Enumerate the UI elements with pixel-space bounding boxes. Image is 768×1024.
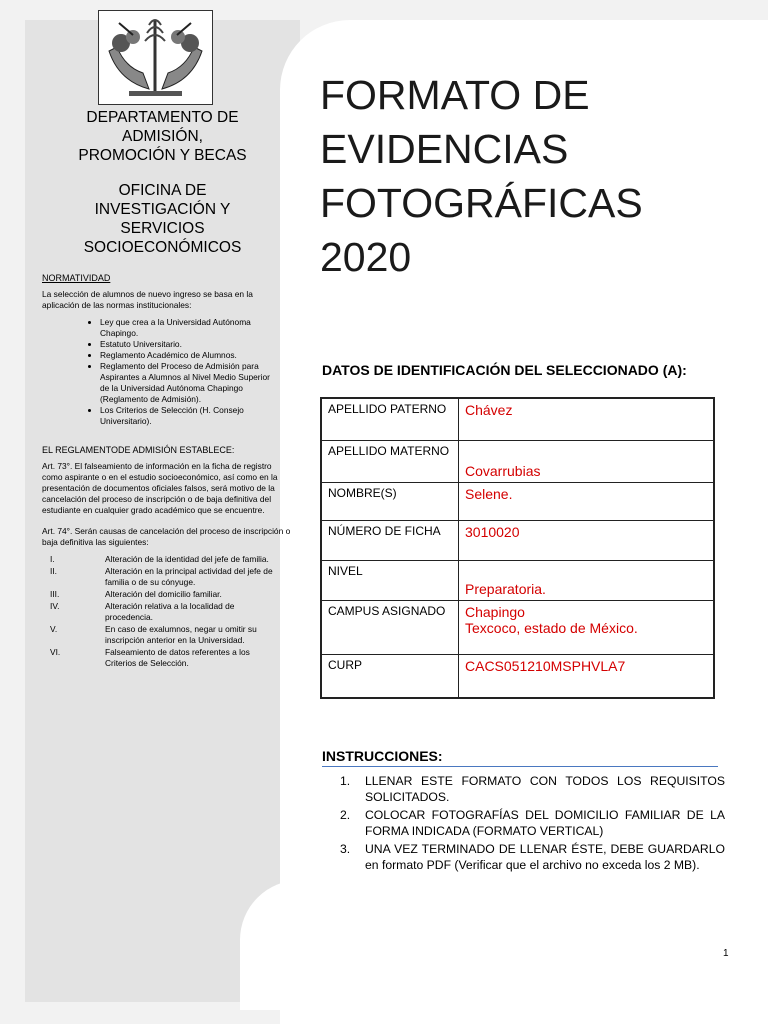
table-row [321,654,714,698]
office-line: SOCIOECONÓMICOS [83,239,242,256]
normatividad-intro: La selección de alumnos de nuevo ingreso se basa en la aplicación de las normas institucionales: [42,289,253,310]
title-line: 2020 [320,234,412,280]
datos-heading: DATOS DE IDENTIFICACIÓN DEL SELECCIONADO (A): [322,362,687,378]
university-seal-icon [98,10,213,105]
department-line: DEPARTAMENTO DE [86,109,239,126]
list-item [30,647,295,669]
identification-table [320,397,715,699]
list-item [335,841,725,873]
reglamento-heading: EL REGLAMENTODE ADMISIÓN ESTABLECE: [42,445,235,455]
table-row [321,440,714,482]
apellido-paterno-label: APELLIDO PATERNO [321,398,459,440]
campus-location: Texcoco, estado de México. [465,619,638,636]
nombre-value: Selene. [459,482,715,520]
table-row [321,482,714,520]
cause-number: I. [50,554,55,564]
nombre-label: NOMBRE(S) [321,482,459,520]
instruction-text: COLOCAR FOTOGRAFÍAS DEL DOMICILIO FAMILIAR DE LA FORMA INDICADA (FORMATO VERTICAL) [365,808,725,838]
instructions-heading: INSTRUCCIONES: [322,748,718,767]
curp-value: CACS051210MSPHVLA7 [459,654,715,698]
instruction-text: LLENAR ESTE FORMATO CON TODOS LOS REQUISITOS SOLICITADOS. [365,774,725,804]
list-item: • Reglamento Académico de Alumnos. [100,350,280,361]
cause-number: V. [50,624,58,634]
cause-text: Alteración relativa a la localidad de procedencia. [105,601,235,622]
causes-list [30,554,295,669]
table-row [321,520,714,560]
sidebar [30,108,295,670]
list-item [335,807,725,839]
office-line: INVESTIGACIÓN Y [94,201,231,218]
list-item [30,589,295,600]
cause-number: IV. [50,601,60,611]
instruction-number: 1. [340,774,351,788]
office-line: SERVICIOS [120,220,205,237]
instructions-list [335,773,725,875]
office-name [30,181,295,257]
department-line: ADMISIÓN, [122,128,203,145]
campus-label: CAMPUS ASIGNADO [321,600,459,654]
curp-label: CURP [321,654,459,698]
list-item [30,554,295,565]
nivel-label: NIVEL [321,560,459,600]
cause-text: Alteración en la principal actividad del jefe de familia o de su cónyuge. [105,566,273,587]
title-line: EVIDENCIAS [320,126,569,172]
page-number: 1 [723,948,729,959]
instruction-text: UNA VEZ TERMINADO DE LLENAR ÉSTE, DEBE GUARDARLO en formato PDF (Verificar que el archivo no exceda los 2 MB). [365,842,725,872]
apellido-materno-label: APELLIDO MATERNO [321,440,459,482]
cause-text: En caso de exalumnos, negar u omitir su inscripción anterior en la Universidad. [105,624,257,645]
cause-number: III. [50,589,60,599]
instruction-number: 3. [340,842,351,856]
cause-number: II. [50,566,57,576]
list-item [335,773,725,805]
list-item [30,601,295,623]
norms-list [30,317,280,427]
campus-value [459,600,715,654]
list-item: • Ley que crea a la Universidad Autónoma Chapingo. [100,317,280,339]
page-title [320,68,643,284]
list-item [30,566,295,588]
department-line: PROMOCIÓN Y BECAS [78,147,247,164]
list-item [30,624,295,646]
apellido-paterno-value: Chávez [459,398,715,440]
cause-text: Alteración del domicilio familiar. [105,589,222,599]
title-line: FORMATO DE [320,72,590,118]
cause-number: VI. [50,647,61,657]
table-row [321,398,714,440]
article-74: Art. 74°. Serán causas de cancelación del proceso de inscripción o baja definitiva las siguientes: [42,526,291,547]
ficha-value: 3010020 [459,520,715,560]
list-item: • Reglamento del Proceso de Admisión para Aspirantes a Alumnos al Nivel Medio Superior de la Universidad Autónoma Chapingo (Reglamento de Admisión). [100,361,280,405]
instruction-number: 2. [340,808,351,822]
list-item: • Los Criterios de Selección (H. Consejo Universitario). [100,405,280,427]
article-73: Art. 73°. El falseamiento de información en la ficha de registro como aspirante o en el estudio socioeconómico, así como en la presentación de documentos oficiales falsos, será motivo de la cancelación del proceso de inscripción o de baja definitiva del estudiante en cualquier grado académico que se encuentre. [42,461,278,515]
cause-text: Falseamiento de datos referentes a los Criterios de Selección. [105,647,250,668]
campus-name: Chapingo [465,603,525,620]
cause-text: Alteración de la identidad del jefe de familia. [105,554,269,564]
department-name [30,108,295,165]
list-item: • Estatuto Universitario. [100,339,280,350]
apellido-materno-value: Covarrubias [459,440,715,482]
ficha-label: NÚMERO DE FICHA [321,520,459,560]
nivel-value: Preparatoria. [459,560,715,600]
normatividad-heading: NORMATIVIDAD [42,273,111,283]
table-row [321,600,714,654]
table-row [321,560,714,600]
title-line: FOTOGRÁFICAS [320,180,643,226]
office-line: OFICINA DE [118,182,207,199]
